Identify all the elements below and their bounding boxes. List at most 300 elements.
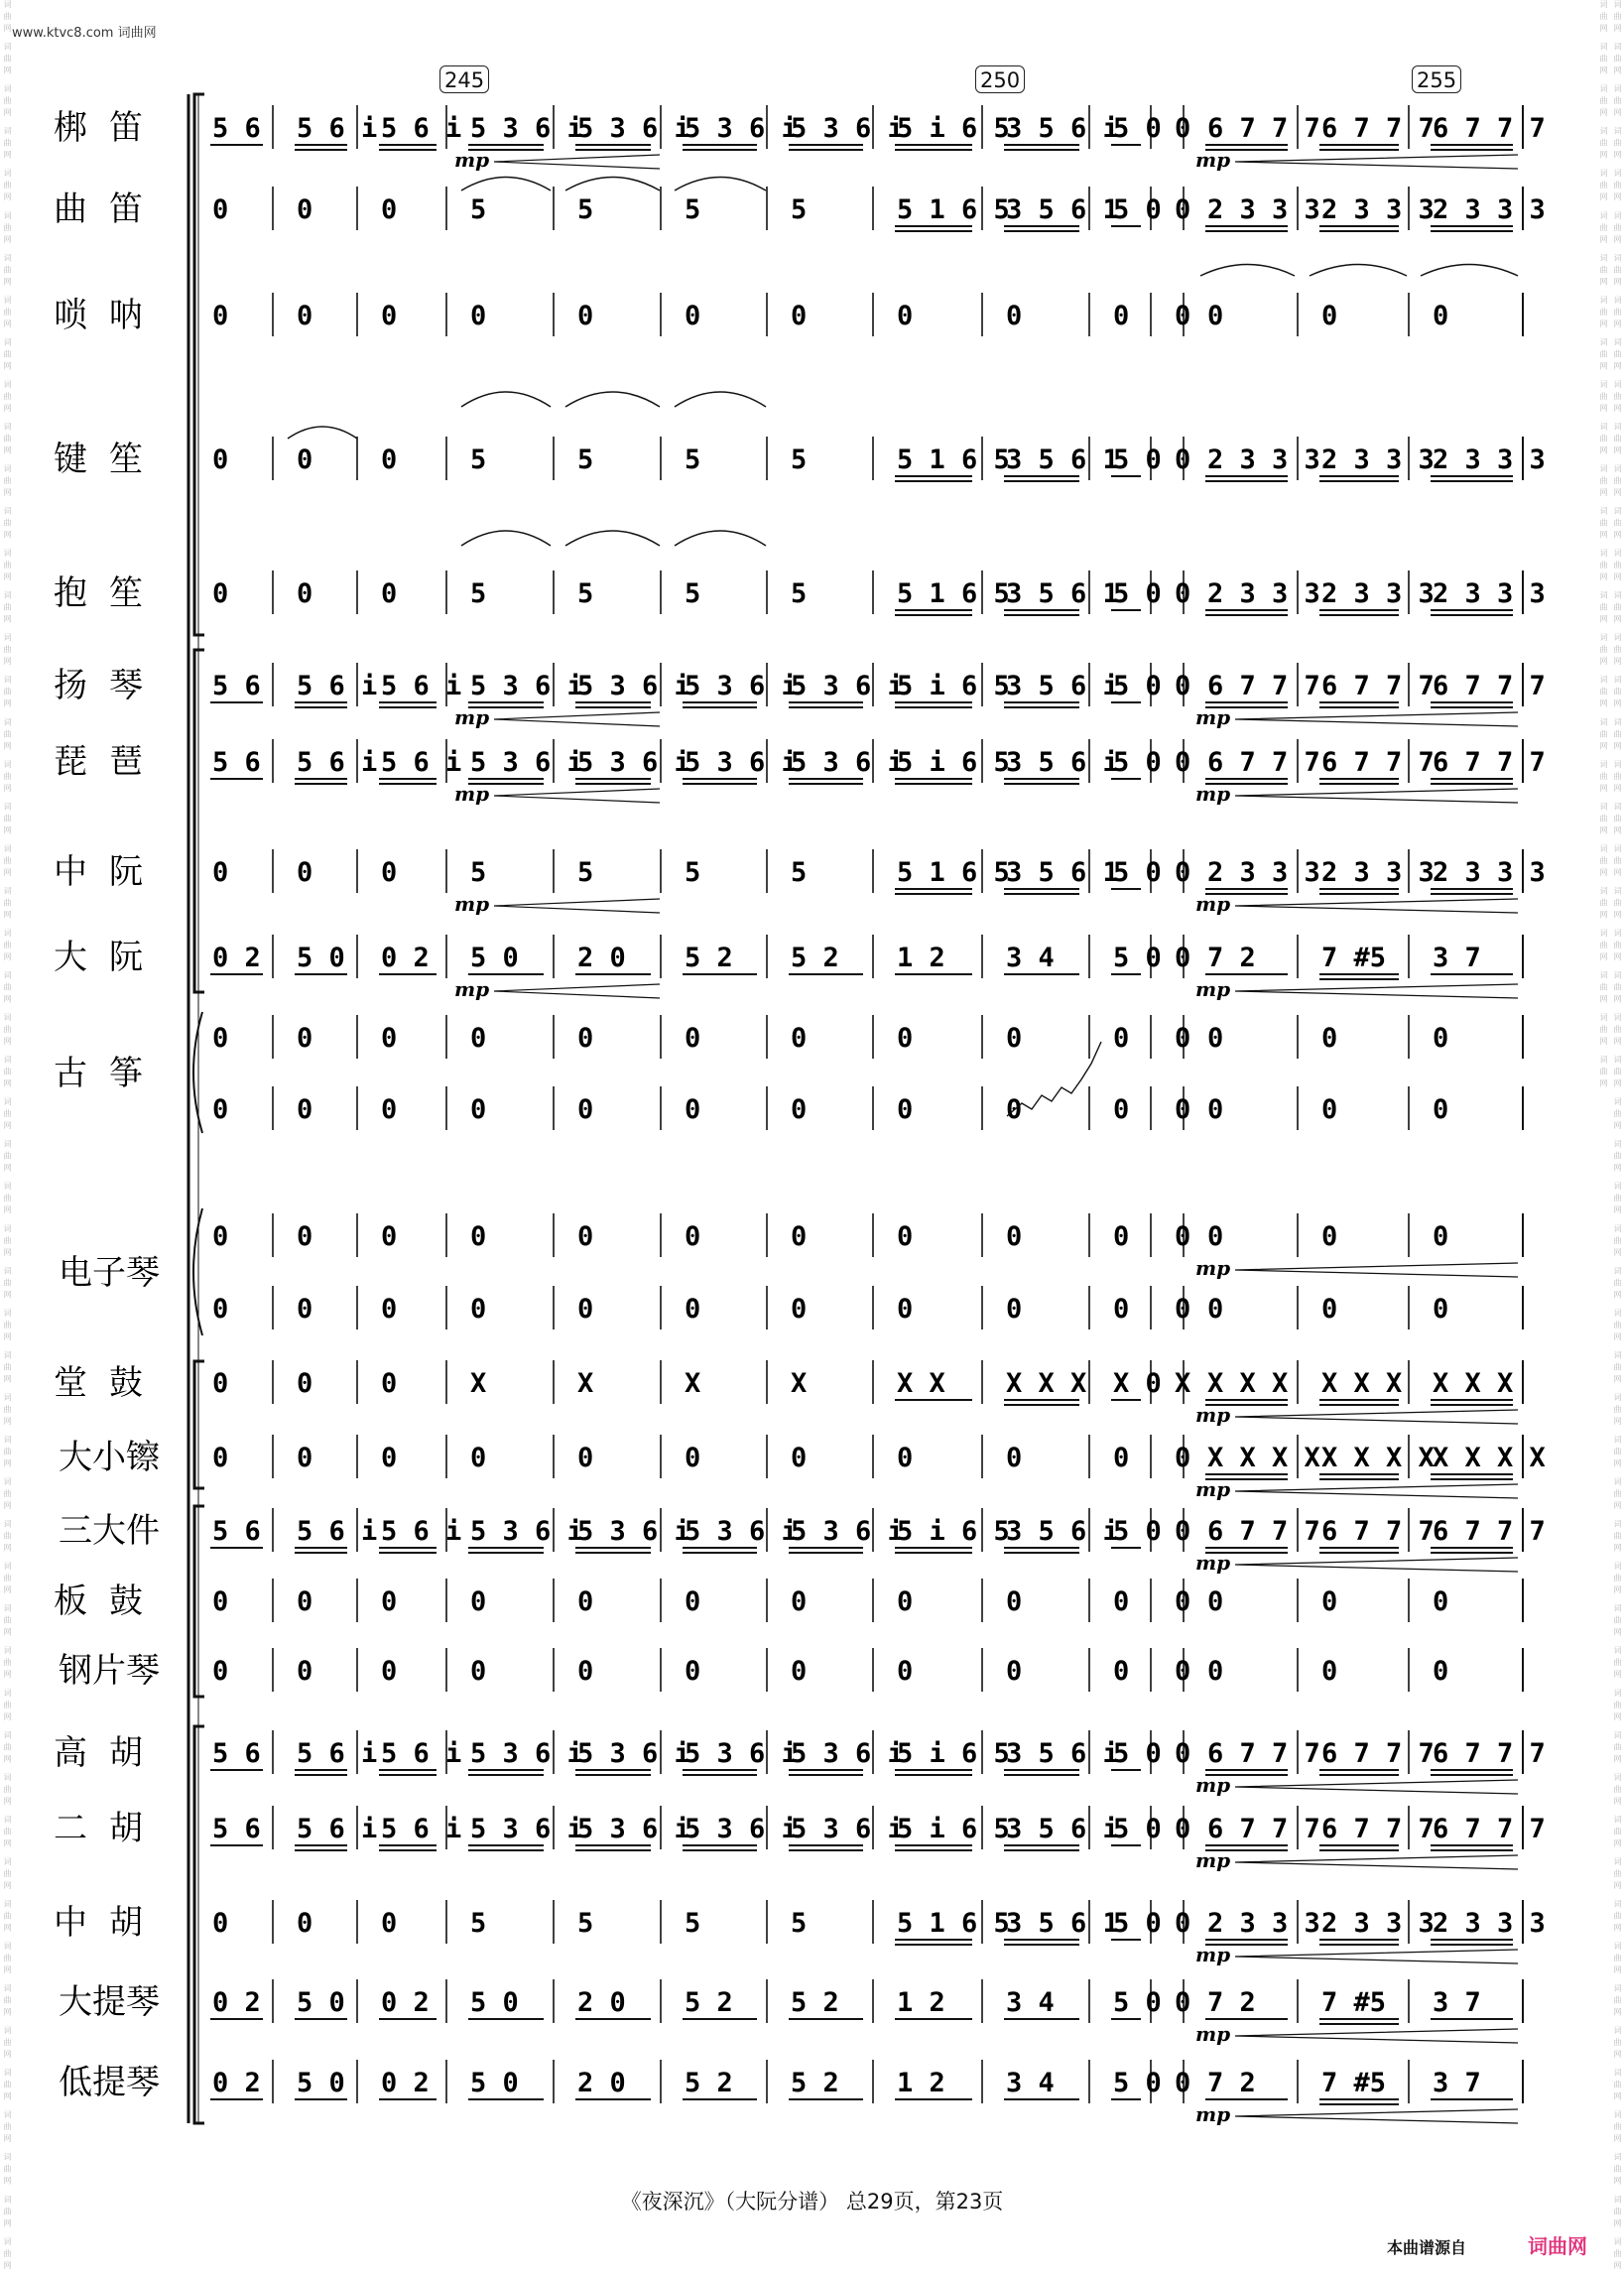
note-group: 0 <box>1006 301 1023 331</box>
note-group: 0 <box>1175 943 1191 973</box>
note-group: 5 1 6 5 <box>897 578 1010 609</box>
note-group: 2 3 3 3 <box>1321 444 1435 475</box>
note-group: 0 <box>897 1656 914 1687</box>
tie-slur <box>675 531 766 546</box>
note-group: 2 3 3 3 <box>1321 194 1435 225</box>
note-group: 7 #5 <box>1321 943 1387 973</box>
note-group: 5 0 <box>1113 671 1162 701</box>
note-group: 6 7 7 7 <box>1321 1738 1435 1769</box>
note-group: 0 <box>1175 578 1191 609</box>
instrument-label: 低提琴 <box>59 2063 160 2102</box>
note-group: 0 <box>1006 1294 1023 1325</box>
note-group: 0 <box>1207 301 1224 331</box>
note-group: X X X X <box>1433 1443 1546 1473</box>
note-group: 0 <box>1006 1023 1023 1054</box>
note-group: 5 <box>577 1908 594 1939</box>
note-group: 5 3 6 i <box>685 1516 798 1547</box>
tie-slur <box>565 178 660 191</box>
note-group: 0 <box>1175 194 1191 225</box>
note-group: 0 <box>381 1094 398 1125</box>
tie-slur <box>565 392 660 407</box>
crescendo-hairpin <box>494 984 660 998</box>
note-group: 5 <box>685 444 701 475</box>
note-group: 3 7 <box>1433 2068 1481 2098</box>
crescendo-hairpin <box>1235 1484 1518 1498</box>
note-group: 0 <box>381 1443 398 1473</box>
note-group: 5 1 6 5 <box>897 857 1010 888</box>
note-group: 6 7 7 7 <box>1321 747 1435 778</box>
note-group: 5 <box>791 1908 808 1939</box>
note-group: 0 <box>381 1294 398 1325</box>
note-group: 0 <box>1113 1586 1130 1617</box>
brand-logo: 词曲网 <box>1528 2234 1587 2258</box>
note-group: 5 0 <box>1113 747 1162 778</box>
note-group: 3 4 <box>1006 1987 1055 2018</box>
note-group: 0 <box>685 1656 701 1687</box>
note-group: 0 <box>791 1094 808 1125</box>
note-group: 5 3 6 i <box>577 113 690 144</box>
note-group: 5 3 6 i <box>791 1738 904 1769</box>
note-group: 3 5 6 1 <box>1006 578 1119 609</box>
note-group: 0 <box>1321 1586 1338 1617</box>
crescendo-hairpin <box>1235 1855 1518 1869</box>
note-group: 3 5 6 1 <box>1006 857 1119 888</box>
note-group: 7 #5 <box>1321 1987 1387 2018</box>
note-group: 5 0 <box>1113 194 1162 225</box>
note-group: 5 <box>470 857 487 888</box>
note-group: 6 7 7 7 <box>1321 1516 1435 1547</box>
instrument-label: 大阮 <box>54 938 165 977</box>
note-group: 0 <box>791 1443 808 1473</box>
tie-slur <box>1200 265 1295 277</box>
note-group: 5 0 <box>1113 857 1162 888</box>
note-group: 0 <box>1433 1294 1449 1325</box>
tie-slur <box>1421 265 1518 277</box>
note-group: 2 3 3 3 <box>1433 194 1546 225</box>
instrument-label: 钢片琴 <box>59 1651 160 1691</box>
note-group: 2 3 3 3 <box>1321 857 1435 888</box>
note-group: 5 <box>577 857 594 888</box>
note-group: 6 7 7 7 <box>1207 1516 1320 1547</box>
note-group: 5 0 <box>1113 1516 1162 1547</box>
note-group: 5 6 i <box>297 1814 378 1844</box>
note-group: 2 3 3 3 <box>1433 444 1546 475</box>
note-group: 0 <box>577 1094 594 1125</box>
note-group: 5 3 6 i <box>791 671 904 701</box>
note-group: 0 <box>1433 1586 1449 1617</box>
note-group: 0 <box>1175 1094 1191 1125</box>
note-group: 0 <box>381 1586 398 1617</box>
note-group: 5 6 i <box>381 1814 462 1844</box>
dynamic-mark: mp <box>1195 2022 1231 2046</box>
note-group: 5 <box>470 578 487 609</box>
note-group: 5 0 <box>297 2068 345 2098</box>
note-group: 5 3 6 i <box>577 1814 690 1844</box>
note-group: 0 <box>577 1294 594 1325</box>
note-group: 0 <box>1175 1023 1191 1054</box>
note-group: 0 <box>1175 1908 1191 1939</box>
note-group: 0 <box>381 1908 398 1939</box>
note-group: 0 <box>1006 1221 1023 1252</box>
note-group: X X X <box>1433 1368 1514 1399</box>
note-group: 2 3 3 3 <box>1433 857 1546 888</box>
note-group: 3 4 <box>1006 943 1055 973</box>
crescendo-hairpin <box>1235 155 1518 169</box>
instrument-label: 梆笛 <box>54 108 165 148</box>
note-group: 0 <box>297 857 313 888</box>
note-group: 0 <box>470 1656 487 1687</box>
note-group: 5 6 i <box>381 1738 462 1769</box>
note-group: 5 <box>470 194 487 225</box>
instrument-label: 高胡 <box>54 1733 165 1773</box>
note-group: 0 2 <box>381 2068 430 2098</box>
dynamic-mark: mp <box>1195 1477 1231 1501</box>
note-group: 0 <box>470 1221 487 1252</box>
dynamic-mark: mp <box>454 892 490 916</box>
note-group: 0 <box>1006 1443 1023 1473</box>
note-group: 0 <box>1207 1094 1224 1125</box>
note-group: 5 2 <box>791 1987 839 2018</box>
instrument-label: 抱笙 <box>54 573 165 613</box>
note-group: 5 6 i <box>381 747 462 778</box>
note-group: 0 <box>381 301 398 331</box>
note-group: 5 6 i <box>297 1516 378 1547</box>
crescendo-hairpin <box>1235 1950 1518 1963</box>
crescendo-hairpin <box>1235 789 1518 803</box>
note-group: 0 <box>212 444 229 475</box>
note-group: 5 <box>791 578 808 609</box>
instrument-label: 扬琴 <box>54 666 165 705</box>
note-group: 1 2 <box>897 2068 945 2098</box>
note-group: 5 2 <box>685 2068 733 2098</box>
note-group: 0 <box>1207 1023 1224 1054</box>
note-group: 5 <box>791 444 808 475</box>
note-group: 5 i 6 5 <box>897 747 1010 778</box>
note-group: 0 <box>685 1094 701 1125</box>
note-group: 6 7 7 7 <box>1207 1814 1320 1844</box>
note-group: 3 5 6 i <box>1006 671 1119 701</box>
note-group: 0 <box>1175 747 1191 778</box>
note-group: 0 <box>381 1221 398 1252</box>
measure-number-250: 250 <box>975 65 1025 93</box>
note-group: 3 5 6 i <box>1006 113 1119 144</box>
note-group: 0 <box>1006 1586 1023 1617</box>
note-group: 0 2 <box>381 1987 430 2018</box>
note-group: 0 <box>470 301 487 331</box>
note-group: 0 <box>1321 1221 1338 1252</box>
note-group: 3 5 6 i <box>1006 1516 1119 1547</box>
note-group: 0 <box>897 1094 914 1125</box>
note-group: 0 <box>897 1586 914 1617</box>
note-group: 5 3 6 i <box>577 1738 690 1769</box>
note-group: 0 <box>1175 1814 1191 1844</box>
note-group: 0 <box>1113 1023 1130 1054</box>
note-group: 5 1 6 5 <box>897 444 1010 475</box>
note-group: 0 <box>212 1368 229 1399</box>
note-group: 6 7 7 7 <box>1433 1814 1546 1844</box>
note-group: 0 <box>381 578 398 609</box>
note-group: 0 <box>470 1094 487 1125</box>
note-group: 5 3 6 i <box>791 747 904 778</box>
note-group: 0 <box>577 1221 594 1252</box>
note-group: 0 <box>897 1023 914 1054</box>
dynamic-mark: mp <box>1195 977 1231 1001</box>
note-group: 0 <box>1175 301 1191 331</box>
note-group: 0 <box>1175 444 1191 475</box>
note-group: 5 6 i <box>381 671 462 701</box>
note-group: 7 #5 <box>1321 2068 1387 2098</box>
note-group: 0 <box>577 1656 594 1687</box>
note-group: 0 <box>791 301 808 331</box>
note-group: X <box>577 1368 594 1399</box>
crescendo-hairpin <box>1235 1410 1518 1424</box>
note-group: 0 <box>212 857 229 888</box>
crescendo-hairpin <box>1235 899 1518 913</box>
note-group: 6 7 7 7 <box>1321 671 1435 701</box>
note-group: 3 5 6 1 <box>1006 1908 1119 1939</box>
note-group: 2 3 3 3 <box>1207 578 1320 609</box>
note-group: 0 <box>791 1586 808 1617</box>
note-group: 6 7 7 7 <box>1207 1738 1320 1769</box>
site-header: www.ktvc8.com 词曲网 <box>12 26 157 41</box>
note-group: 5 <box>791 194 808 225</box>
note-group: 0 <box>212 194 229 225</box>
note-group: 0 <box>212 1908 229 1939</box>
note-group: 0 2 <box>212 943 261 973</box>
note-group: 0 <box>1175 1987 1191 2018</box>
note-group: 5 3 6 i <box>791 1516 904 1547</box>
note-group: 0 <box>297 578 313 609</box>
note-group: 5 i 6 5 <box>897 671 1010 701</box>
crescendo-hairpin <box>494 789 660 803</box>
note-group: 2 3 3 3 <box>1207 444 1320 475</box>
note-group: 0 <box>1113 1656 1130 1687</box>
note-group: 6 7 7 7 <box>1207 113 1320 144</box>
instrument-label: 曲笛 <box>54 190 165 229</box>
note-group: 0 <box>297 1586 313 1617</box>
note-group: X X X <box>1207 1368 1289 1399</box>
dynamic-mark: mp <box>454 148 490 172</box>
note-group: 5 3 6 i <box>470 1814 583 1844</box>
group-bracket-2 <box>194 1726 204 2123</box>
note-group: 5 <box>470 444 487 475</box>
note-group: 5 6 i <box>381 113 462 144</box>
note-group: 6 7 7 7 <box>1433 671 1546 701</box>
note-group: 5 2 <box>791 943 839 973</box>
note-group: 5 2 <box>685 1987 733 2018</box>
note-group: 0 <box>212 578 229 609</box>
note-group: 5 i 6 5 <box>897 1738 1010 1769</box>
note-group: X <box>470 1368 487 1399</box>
note-group: 5 6 <box>212 747 261 778</box>
note-group: 5 6 <box>212 1814 261 1844</box>
note-group: 0 <box>1175 1656 1191 1687</box>
note-group: 0 <box>1321 1023 1338 1054</box>
note-group: 7 2 <box>1207 943 1256 973</box>
instrument-label: 三大件 <box>59 1511 160 1551</box>
dynamic-mark: mp <box>1195 1848 1231 1872</box>
note-group: 5 6 i <box>297 113 378 144</box>
note-group: 5 6 <box>212 1516 261 1547</box>
tie-slur <box>675 178 766 191</box>
note-group: 5 3 6 i <box>577 1516 690 1547</box>
note-group: 0 <box>1175 113 1191 144</box>
note-group: 3 5 6 i <box>1006 1814 1119 1844</box>
note-group: 6 7 7 7 <box>1433 1738 1546 1769</box>
note-group: X <box>791 1368 808 1399</box>
note-group: 0 <box>470 1586 487 1617</box>
note-group: 5 0 <box>1113 1814 1162 1844</box>
note-group: 0 <box>685 1023 701 1054</box>
note-group: 0 2 <box>212 1987 261 2018</box>
right-watermark-strip: 词曲网 词曲网 词曲网 词曲网 词曲网 词曲网 词曲网 词曲网 词曲网 词曲网 词曲网 词曲网 词曲网 词曲网 词曲网 词曲网 词曲网 词曲网 词曲网 词曲网 词曲网 词曲网 词曲网 词曲网 词曲网 词曲网 词曲网 词曲网 词曲网 词曲网 词曲网 词曲网 词曲网 词曲网 词曲网 词曲网 词曲网 词曲网 词曲网 词曲网 词曲网 词曲网 词曲网 词曲网 词曲网 词曲网 词曲网 词曲网 词曲网 词曲网 词曲网 词曲网 词曲网 词曲网 词曲网 词曲网 词曲网 词曲网 词曲网 词曲网 词曲网 词曲网 词曲网 词曲网 词曲网 词曲网 词曲网 词曲网 词曲网 词曲网 词曲网 词曲网 词曲网 词曲网 词曲网 词曲网 词曲网 词曲网 词曲网 词曲网 <box>1599 0 1622 2273</box>
instrument-label: 中胡 <box>54 1903 165 1943</box>
dynamic-mark: mp <box>454 782 490 806</box>
note-group: 5 3 6 i <box>470 671 583 701</box>
note-group: 0 <box>381 1023 398 1054</box>
note-group: 1 2 <box>897 943 945 973</box>
note-group: 3 7 <box>1433 1987 1481 2018</box>
note-group: 0 <box>297 1656 313 1687</box>
note-group: 5 <box>791 857 808 888</box>
dynamic-mark: mp <box>454 977 490 1001</box>
note-group: 3 5 6 1 <box>1006 444 1119 475</box>
note-group: 0 <box>1175 1586 1191 1617</box>
note-group: 0 <box>897 301 914 331</box>
tie-slur <box>461 178 551 191</box>
note-group: 0 <box>1321 1094 1338 1125</box>
note-group: 3 5 6 1 <box>1006 194 1119 225</box>
tie-slur <box>288 427 357 439</box>
note-group: X X X X <box>1321 1443 1435 1473</box>
note-group: 5 6 i <box>297 747 378 778</box>
note-group: 0 <box>1175 857 1191 888</box>
note-group: 5 <box>685 857 701 888</box>
note-group: 5 0 <box>1113 578 1162 609</box>
instrument-label: 琵琶 <box>54 742 165 782</box>
crescendo-hairpin <box>494 899 660 913</box>
note-group: 0 <box>1006 1656 1023 1687</box>
note-group: 2 3 3 3 <box>1321 1908 1435 1939</box>
note-group: 3 7 <box>1433 943 1481 973</box>
tie-slur <box>461 531 551 546</box>
note-group: 1 2 <box>897 1987 945 2018</box>
crescendo-hairpin <box>1235 1558 1518 1572</box>
measure-number-255: 255 <box>1412 65 1461 93</box>
note-group: 0 <box>897 1221 914 1252</box>
note-group: 0 <box>685 301 701 331</box>
measure-number-245: 245 <box>439 65 489 93</box>
note-group: 2 0 <box>577 943 626 973</box>
note-group: 0 <box>1113 1443 1130 1473</box>
note-group: 5 3 6 i <box>685 1738 798 1769</box>
note-group: 6 7 7 7 <box>1207 747 1320 778</box>
note-group: 5 2 <box>791 2068 839 2098</box>
dynamic-mark: mp <box>454 705 490 729</box>
note-group: 0 <box>381 857 398 888</box>
note-group: 0 <box>1321 1294 1338 1325</box>
note-group: 0 <box>577 1023 594 1054</box>
crescendo-hairpin <box>1235 1263 1518 1277</box>
dynamic-mark: mp <box>1195 705 1231 729</box>
note-group: 6 7 7 7 <box>1433 1516 1546 1547</box>
note-group: 5 2 <box>685 943 733 973</box>
group-bracket-3 <box>194 1361 204 1488</box>
dynamic-mark: mp <box>1195 1256 1231 1280</box>
note-group: 0 <box>577 301 594 331</box>
note-group: 5 3 6 i <box>791 1814 904 1844</box>
note-group: 0 <box>470 1443 487 1473</box>
dynamic-mark: mp <box>1195 782 1231 806</box>
note-group: 0 <box>297 1094 313 1125</box>
dynamic-mark: mp <box>1195 1773 1231 1797</box>
note-group: 5 3 6 i <box>577 747 690 778</box>
instrument-label: 板鼓 <box>54 1581 165 1621</box>
note-group: 0 <box>897 1443 914 1473</box>
note-group: 0 <box>1321 1656 1338 1687</box>
note-group: 0 <box>1321 301 1338 331</box>
crescendo-hairpin <box>1235 2029 1518 2043</box>
note-group: X 0 <box>1113 1368 1162 1399</box>
note-group: 6 7 7 7 <box>1207 671 1320 701</box>
note-group: X X X <box>1321 1368 1403 1399</box>
note-group: 0 <box>791 1023 808 1054</box>
tie-slur <box>1310 265 1407 277</box>
note-group: 3 5 6 i <box>1006 747 1119 778</box>
note-group: 0 <box>1175 1221 1191 1252</box>
note-group: 3 4 <box>1006 2068 1055 2098</box>
note-group: 0 <box>1006 1094 1023 1125</box>
note-group: X <box>1175 1368 1191 1399</box>
crescendo-hairpin <box>1235 712 1518 726</box>
instrument-label: 古筝 <box>54 1054 165 1093</box>
note-group: X X <box>897 1368 945 1399</box>
page-footer: 《夜深沉》（大阮分谱） 总29页，第23页 <box>620 2190 1004 2214</box>
note-group: 5 <box>685 194 701 225</box>
note-group: 5 0 <box>297 1987 345 2018</box>
note-group: 0 <box>685 1221 701 1252</box>
note-group: 5 6 <box>212 113 261 144</box>
note-group: 5 3 6 i <box>685 113 798 144</box>
group-bracket-4 <box>194 1506 204 1697</box>
note-group: 2 3 3 3 <box>1207 857 1320 888</box>
note-group: 0 <box>212 1023 229 1054</box>
note-group: 0 <box>1175 1516 1191 1547</box>
note-group: 0 <box>297 1908 313 1939</box>
note-group: X X X <box>1006 1368 1087 1399</box>
note-group: X <box>685 1368 701 1399</box>
note-group: 0 <box>1433 1094 1449 1125</box>
note-group: 0 <box>470 1294 487 1325</box>
note-group: 0 <box>212 1221 229 1252</box>
left-watermark-strip: 词曲网 词曲网 词曲网 词曲网 词曲网 词曲网 词曲网 词曲网 词曲网 词曲网 词曲网 词曲网 词曲网 词曲网 词曲网 词曲网 词曲网 词曲网 词曲网 词曲网 词曲网 词曲网 词曲网 词曲网 词曲网 词曲网 词曲网 词曲网 词曲网 词曲网 词曲网 词曲网 词曲网 词曲网 词曲网 词曲网 词曲网 词曲网 词曲网 词曲网 词曲网 词曲网 词曲网 词曲网 词曲网 词曲网 词曲网 词曲网 词曲网 词曲网 词曲网 词曲网 词曲网 词曲网 <box>3 0 12 2273</box>
group-bracket-0 <box>194 94 204 635</box>
note-group: 0 <box>212 1656 229 1687</box>
note-group: 6 7 7 7 <box>1321 1814 1435 1844</box>
note-group: 2 3 3 3 <box>1321 578 1435 609</box>
note-group: 5 i 6 5 <box>897 113 1010 144</box>
note-group: 5 3 6 i <box>685 1814 798 1844</box>
note-group: 0 <box>1113 1221 1130 1252</box>
dynamic-mark: mp <box>1195 148 1231 172</box>
note-group: 0 <box>381 444 398 475</box>
note-group: 0 <box>1175 671 1191 701</box>
note-group: 5 i 6 5 <box>897 1516 1010 1547</box>
instrument-label: 唢呐 <box>54 296 165 335</box>
note-group: 2 3 3 3 <box>1207 1908 1320 1939</box>
note-group: 5 3 6 i <box>470 1516 583 1547</box>
note-group: 5 0 <box>1113 113 1162 144</box>
